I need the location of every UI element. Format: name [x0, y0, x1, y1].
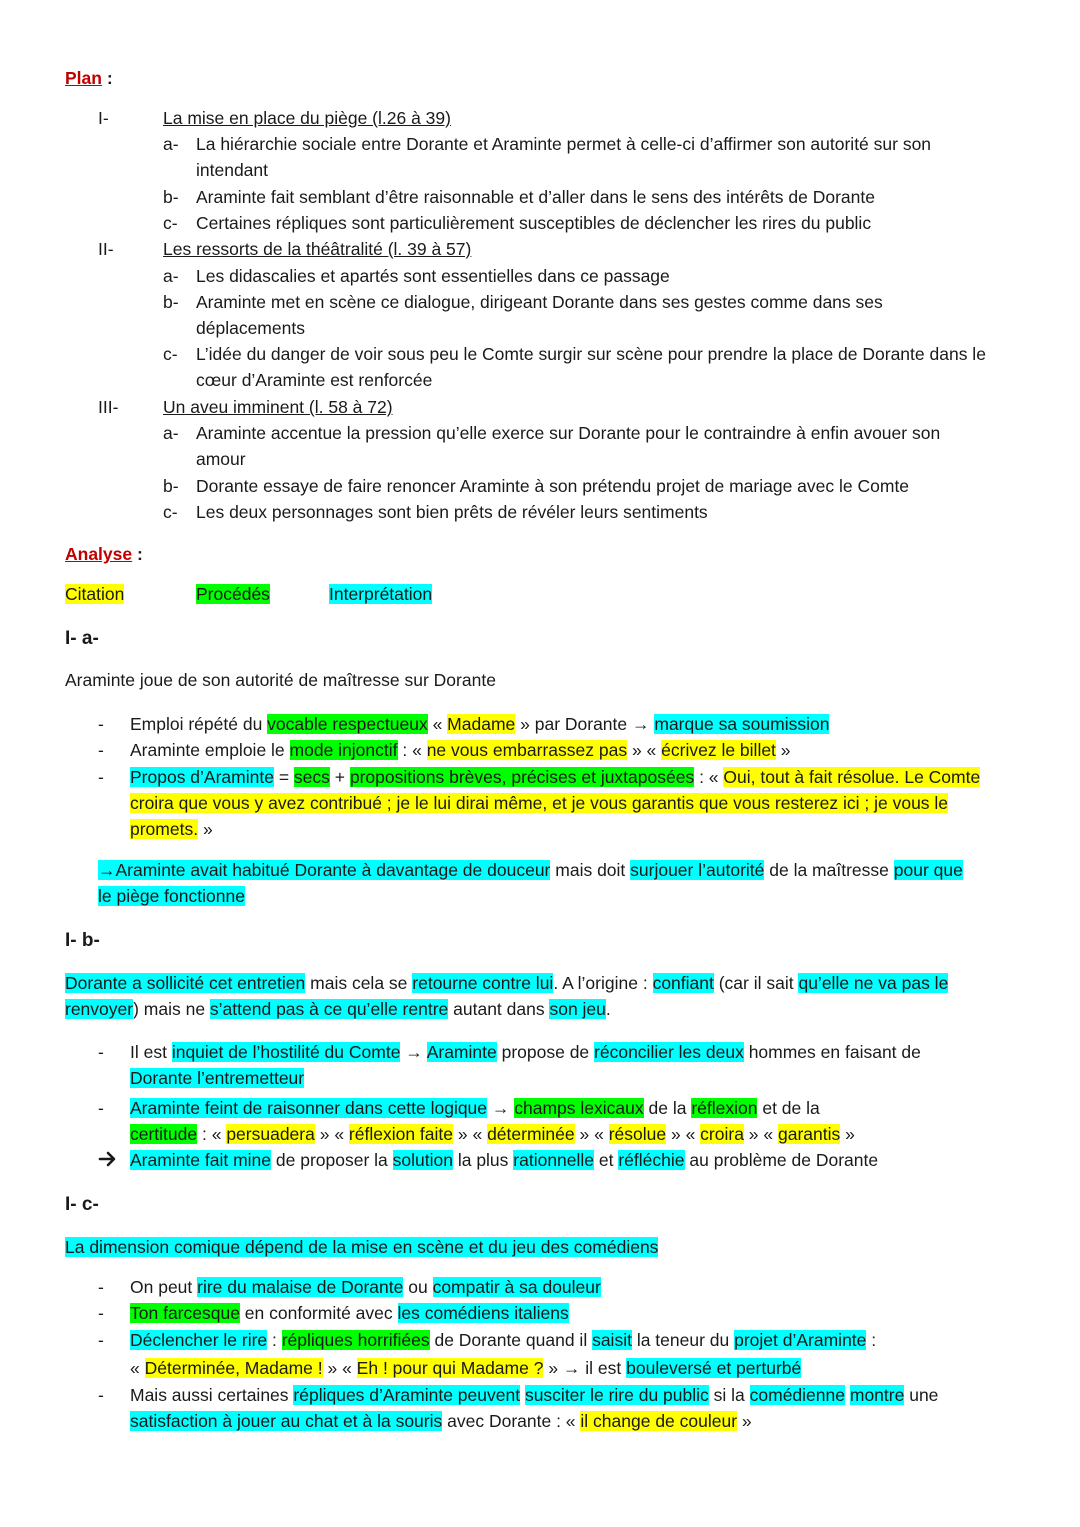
section-title: I- a- [65, 628, 99, 649]
text-segment: garantis [778, 1124, 841, 1144]
bullet-dash: - [98, 767, 104, 787]
bullet-line [130, 767, 980, 788]
text-segment: croira [700, 1124, 744, 1144]
plan-part-title: Un aveu imminent (l. 58 à 72) [163, 397, 393, 417]
plan-item-letter: a- [163, 266, 179, 286]
text-segment: croira que vous y avez contribué ; je le lui dirai même, et je vous garantis que vous resterez ici ; je vous le [130, 793, 949, 813]
bullet-dash: - [98, 1277, 104, 1297]
bullet-dash: - [98, 714, 104, 734]
conclusion-line [130, 1150, 878, 1171]
text-segment: renvoyer [65, 999, 134, 1019]
text-segment: Emploi répété du [130, 714, 268, 734]
plan-item-text: La hiérarchie sociale entre Dorante et Araminte permet à celle-ci d’affirmer son autorité sur son [196, 134, 932, 154]
text-segment: de proposer la [271, 1150, 393, 1170]
text-segment: champs lexicaux [514, 1098, 644, 1118]
text-segment: au problème de Dorante [684, 1150, 879, 1170]
text-segment: déterminée [487, 1124, 575, 1144]
text-segment: mais cela se [305, 973, 413, 993]
text-segment: avec Dorante : « [442, 1411, 581, 1431]
text-segment: son jeu [549, 999, 606, 1019]
text-segment: propositions brèves, précises et juxtaposées [349, 767, 695, 787]
text-segment: et de la [757, 1098, 820, 1118]
bullet-line [130, 1411, 752, 1432]
text-segment: » [840, 1124, 855, 1144]
text-segment: écrivez le billet [661, 740, 776, 760]
plan-item-text: Les didascalies et apartés sont essentielles dans ce passage [196, 266, 670, 286]
text-segment: retourne contre lui [412, 973, 554, 993]
legend-citation: Citation [65, 584, 125, 604]
text-segment: Oui, tout à fait résolue. Le Comte [723, 767, 981, 787]
plan-item-letter: b- [163, 476, 179, 496]
text-segment: » « [627, 740, 662, 760]
text-segment: « [130, 1358, 145, 1378]
plan-item-letter: a- [163, 134, 179, 154]
bullet-line [130, 1277, 601, 1298]
text-segment: Plan [65, 68, 102, 88]
text-segment: solution [392, 1150, 453, 1170]
text-segment: Araminte feint de raisonner dans cette logique [130, 1098, 488, 1118]
text-segment: = [273, 767, 294, 787]
legend [329, 584, 432, 605]
text-segment: pour que [893, 860, 963, 880]
bullet-dash: - [98, 1330, 104, 1350]
text-segment: bouleversé et perturbé [626, 1358, 802, 1378]
text-segment: » « [666, 1124, 701, 1144]
plan-item-text: Araminte fait semblant d’être raisonnable et d’aller dans le sens des intérêts de Dorante [196, 187, 875, 207]
text-segment: : « [397, 740, 427, 760]
text-segment: » « [314, 1124, 349, 1144]
text-segment: autant dans [448, 999, 550, 1019]
plan-item-letter: b- [163, 187, 179, 207]
text-segment: qu’elle ne va pas le [798, 973, 949, 993]
plan-item-text: cœur d’Araminte est renforcée [196, 370, 433, 390]
paragraph-line [65, 999, 611, 1020]
bullet-dash: - [98, 1385, 104, 1405]
text-segment: réflexion faite [348, 1124, 454, 1144]
plan-item-letter: a- [163, 423, 179, 443]
text-segment: » [775, 740, 791, 760]
text-segment: » « [574, 1124, 609, 1144]
text-segment: ) mais ne [133, 999, 210, 1019]
text-segment: répliques horrifiées [281, 1330, 430, 1350]
text-segment: Ton farcesque [130, 1303, 240, 1323]
analyse-heading [65, 544, 143, 565]
bullet-line [130, 1098, 820, 1119]
text-segment: → [400, 1042, 427, 1062]
text-segment: mode injonctif [289, 740, 398, 760]
text-segment: : [132, 544, 143, 564]
text-segment: » [198, 819, 213, 839]
section-title: I- b- [65, 930, 100, 951]
bullet-line [130, 1358, 801, 1379]
text-segment: » [737, 1411, 752, 1431]
text-segment: de la [643, 1098, 692, 1118]
bullet-line [130, 1124, 855, 1145]
bullet-line [130, 714, 829, 735]
bullet-dash: - [98, 1303, 104, 1323]
text-segment: « [427, 714, 448, 734]
bullet-line [130, 793, 948, 814]
bullet-line [130, 1330, 876, 1351]
text-segment: une [904, 1385, 939, 1405]
text-segment: de Dorante quand il [429, 1330, 593, 1350]
text-segment: Dorante l’entremetteur [130, 1068, 305, 1088]
text-segment: inquiet de l’hostilité du Comte [171, 1042, 401, 1062]
text-segment: hommes en faisant de [743, 1042, 921, 1062]
text-segment: ou [403, 1277, 433, 1297]
text-segment: » « [322, 1358, 357, 1378]
text-segment: On peut [130, 1277, 198, 1297]
text-segment: montre [849, 1385, 905, 1405]
text-segment: vocable respectueux [267, 714, 428, 734]
plan-item-text: amour [196, 449, 246, 469]
text-segment: il change de couleur [580, 1411, 738, 1431]
text-segment: s’attend pas à ce qu’elle rentre [209, 999, 449, 1019]
text-segment: + [329, 767, 350, 787]
text-segment: résolue [608, 1124, 667, 1144]
section-intro: Araminte joue de son autorité de maîtresse sur Dorante [65, 670, 496, 690]
plan-part-title: La mise en place du piège (l.26 à 39) [163, 108, 451, 128]
text-segment: saisit [592, 1330, 632, 1350]
text-segment: comédienne [749, 1385, 845, 1405]
text-segment: Eh ! pour qui Madame ? [356, 1358, 544, 1378]
legend-interpretation: Interprétation [329, 584, 433, 604]
text-segment: certitude [130, 1124, 198, 1144]
legend [65, 584, 124, 605]
text-segment: » « [453, 1124, 488, 1144]
text-segment: la teneur du [631, 1330, 735, 1350]
text-segment: confiant [652, 973, 714, 993]
plan-part-title: Les ressorts de la théâtralité (l. 39 à 57) [163, 239, 472, 259]
text-segment: Analyse [65, 544, 133, 564]
text-segment: . A l’origine : [553, 973, 653, 993]
text-segment: Araminte [426, 1042, 497, 1062]
text-segment: ne vous embarrassez pas [426, 740, 628, 760]
text-segment: le piège fonctionne [98, 886, 245, 906]
bullet-line [130, 1385, 938, 1406]
text-segment: Il est [130, 1042, 172, 1062]
text-segment: » par Dorante → [515, 714, 655, 734]
plan-item-letter: c- [163, 502, 178, 522]
text-segment: » « [743, 1124, 778, 1144]
plan-part-number: I- [98, 108, 109, 128]
text-segment: » → il est [543, 1358, 627, 1378]
text-segment: projet d’Araminte [734, 1330, 867, 1350]
plan-heading [65, 68, 113, 89]
text-segment: mais doit [550, 860, 631, 880]
paragraph-line [65, 973, 948, 994]
text-segment: répliques d’Araminte peuvent [293, 1385, 521, 1405]
text-segment: rire du malaise de Dorante [197, 1277, 404, 1297]
legend-procedes: Procédés [196, 584, 270, 604]
text-segment: satisfaction à jouer au chat et à la souris [130, 1411, 443, 1431]
text-segment: rationnelle [513, 1150, 595, 1170]
section-title: I- c- [65, 1194, 99, 1215]
text-segment: la plus [452, 1150, 514, 1170]
bullet-line [130, 740, 791, 761]
plan-item-text: Araminte accentue la pression qu’elle exerce sur Dorante pour le contraindre à enfin avouer son [196, 423, 941, 443]
plan-item-text: intendant [196, 160, 269, 180]
text-segment: Madame [447, 714, 516, 734]
text-segment: persuadera [226, 1124, 315, 1144]
plan-item-text: Dorante essaye de faire renoncer Araminte à son prétendu projet de mariage avec le Comte [196, 476, 910, 496]
text-segment: Déterminée, Madame ! [144, 1358, 323, 1378]
text-segment: →Araminte avait habitué Dorante à davantage de douceur [98, 860, 551, 880]
plan-part-number: II- [98, 239, 114, 259]
plan-item-letter: c- [163, 213, 178, 233]
text-segment: : [267, 1330, 282, 1350]
conclusion-line [98, 860, 963, 881]
text-segment: : « [694, 767, 724, 787]
text-segment: La dimension comique dépend de la mise en scène et du jeu des comédiens [65, 1237, 659, 1257]
plan-item-letter: b- [163, 292, 179, 312]
bullet-dash: - [98, 1042, 104, 1062]
plan-item-text: Certaines répliques sont particulièrement susceptibles de déclencher les rires du public [196, 213, 872, 233]
plan-item-text: Araminte met en scène ce dialogue, dirigeant Dorante dans ses gestes comme dans ses [196, 292, 883, 312]
text-segment: . [605, 999, 611, 1019]
bullet-dash: - [98, 740, 104, 760]
text-segment: et [594, 1150, 619, 1170]
text-segment: réflexion [691, 1098, 758, 1118]
bullet-line [130, 1303, 569, 1324]
text-segment: réfléchie [618, 1150, 685, 1170]
plan-item-text: Les deux personnages sont bien prêts de révéler leurs sentiments [196, 502, 708, 522]
legend [196, 584, 270, 605]
bullet-dash: - [98, 1098, 104, 1118]
bullet-line [130, 819, 213, 840]
text-segment: compatir à sa douleur [432, 1277, 601, 1297]
text-segment: en conformité avec [239, 1303, 398, 1323]
text-segment: : « [197, 1124, 227, 1144]
plan-item-text: L’idée du danger de voir sous peu le Comte surgir sur scène pour prendre la place de Dorante dans le [196, 344, 986, 364]
text-segment: surjouer l’autorité [630, 860, 765, 880]
plan-part-number: III- [98, 397, 119, 417]
arrow-icon [98, 1149, 118, 1174]
text-segment: propose de [496, 1042, 595, 1062]
text-segment: si la [708, 1385, 750, 1405]
text-segment: → [487, 1098, 515, 1118]
text-segment: Déclencher le rire [130, 1330, 268, 1350]
section-intro [65, 1237, 658, 1258]
conclusion-line [98, 886, 245, 907]
text-segment: marque sa soumission [654, 714, 830, 734]
text-segment: de la maîtresse [764, 860, 894, 880]
text-segment: promets. [130, 819, 199, 839]
text-segment: (car il sait [713, 973, 799, 993]
text-segment: Mais aussi certaines [130, 1385, 294, 1405]
text-segment: secs [293, 767, 330, 787]
text-segment: : [101, 68, 113, 88]
text-segment: Dorante a sollicité cet entretien [65, 973, 306, 993]
text-segment: : [866, 1330, 877, 1350]
text-segment: susciter le rire du public [524, 1385, 709, 1405]
text-segment: Propos d’Araminte [130, 767, 274, 787]
plan-item-letter: c- [163, 344, 178, 364]
text-segment: Araminte fait mine [130, 1150, 272, 1170]
bullet-line [130, 1042, 921, 1063]
text-segment: les comédiens italiens [397, 1303, 569, 1323]
bullet-line [130, 1068, 304, 1089]
text-segment: Araminte emploie le [130, 740, 290, 760]
plan-item-text: déplacements [196, 318, 305, 338]
text-segment: réconcilier les deux [594, 1042, 744, 1062]
